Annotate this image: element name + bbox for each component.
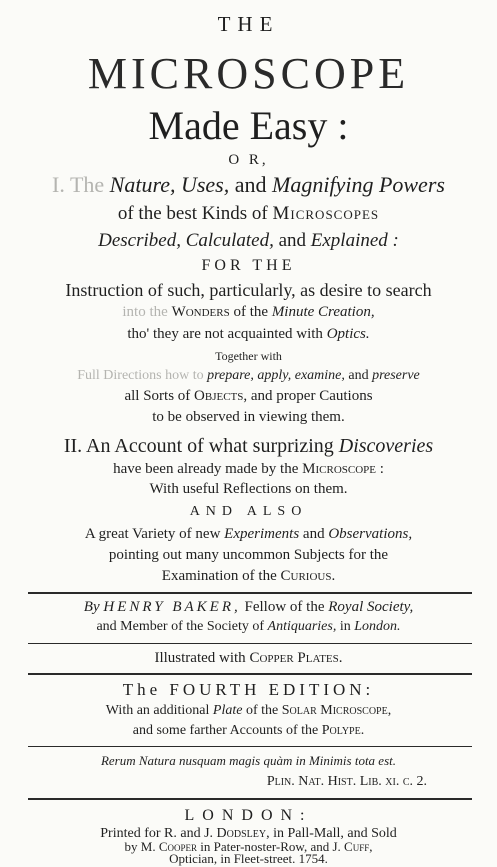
directions-line1-a: Full Directions how to bbox=[77, 368, 208, 383]
imprint-city: LONDON: bbox=[184, 807, 313, 824]
part1-line1-c: and bbox=[229, 172, 273, 197]
directions-line1-d: preserve bbox=[372, 368, 420, 383]
author-line2-b: Antiquaries, bbox=[267, 619, 337, 634]
instruction-line1: Instruction of such, particularly, as desire to search bbox=[65, 280, 432, 300]
illustrated-a: Illustrated with bbox=[154, 650, 250, 666]
instruction-line3 bbox=[0, 327, 497, 342]
directions-line2-a: all Sorts of bbox=[124, 388, 195, 404]
part2-line2-a: have been already made by the bbox=[113, 461, 303, 477]
author-line2-c: in bbox=[336, 619, 355, 634]
author-name: HENRY BAKER, bbox=[103, 599, 241, 615]
variety-line3 bbox=[0, 569, 497, 584]
author-line1-a: By bbox=[83, 599, 104, 615]
together-with: Together with bbox=[215, 349, 282, 363]
part1-line3-a: Described, Calculated, bbox=[98, 230, 274, 251]
edition-line2-b: Plate bbox=[212, 703, 243, 718]
part2-line1-a: II. An Account of what surprizing bbox=[63, 435, 339, 457]
part1-line1 bbox=[0, 174, 497, 196]
instruction-line2-b: Wonders bbox=[171, 304, 230, 320]
variety-line3-a: Examination of the bbox=[161, 568, 281, 584]
imprint-line1-a: Printed for R. and J. bbox=[100, 826, 217, 841]
directions-line2 bbox=[0, 389, 497, 404]
instruction-line3-a: tho' they are not acquainted with bbox=[127, 326, 327, 342]
part2-line1 bbox=[0, 436, 497, 456]
variety-line1-a: A great Variety of new bbox=[84, 526, 225, 542]
for-the-heading: FOR THE bbox=[201, 257, 296, 274]
quote-citation: Plin. Nat. Hist. Lib. xi. c. 2. bbox=[266, 774, 427, 789]
edition-line2-d: Solar Microscope, bbox=[281, 703, 392, 718]
part1-line2-a: of the best Kinds of bbox=[117, 203, 273, 224]
instruction-line2-a: into the bbox=[122, 304, 172, 320]
part1-line1-b: Nature, Uses, bbox=[109, 172, 230, 197]
imprint-line2-b: Cooper bbox=[158, 839, 198, 854]
author-line1-c: Fellow of the bbox=[240, 599, 329, 615]
rule-2 bbox=[28, 643, 472, 644]
edition-line3-b: Polype. bbox=[321, 723, 365, 738]
directions-line1-c: and bbox=[344, 368, 373, 383]
variety-line1-d: Observations, bbox=[328, 526, 413, 542]
rule-5 bbox=[28, 798, 472, 800]
directions-line1 bbox=[0, 369, 497, 383]
illustrated-line bbox=[0, 651, 497, 666]
part2-line2-b: Microscope : bbox=[302, 461, 384, 477]
imprint-line2-c: in Pater-noster-Row, and J. bbox=[197, 839, 345, 854]
part1-line2 bbox=[0, 204, 497, 223]
title-made-easy: Made Easy : bbox=[148, 103, 349, 148]
directions-line2-b: Objects, bbox=[194, 388, 248, 404]
rule-4 bbox=[28, 746, 472, 747]
edition-line3 bbox=[0, 724, 497, 738]
edition-line2-c: of the bbox=[242, 703, 282, 718]
title-the: THE bbox=[217, 12, 280, 36]
part1-line3-b: and bbox=[273, 230, 311, 251]
rule-3 bbox=[28, 673, 472, 675]
illustrated-b: Copper Plates. bbox=[249, 650, 343, 666]
part2-line3: With useful Reflections on them. bbox=[149, 481, 348, 497]
author-line1 bbox=[0, 600, 497, 615]
title-microscope: MICROSCOPE bbox=[87, 49, 410, 98]
edition-line2 bbox=[0, 704, 497, 718]
imprint-line1-b: Dodsley, bbox=[216, 826, 270, 841]
variety-line1-c: and bbox=[299, 526, 329, 542]
variety-line2: pointing out many uncommon Subjects for the bbox=[108, 547, 389, 563]
edition-line2-a: With an additional bbox=[105, 703, 213, 718]
title-or: O R, bbox=[228, 152, 269, 168]
edition-line1: The FOURTH EDITION: bbox=[122, 680, 375, 699]
rule-1 bbox=[28, 592, 472, 594]
variety-line1 bbox=[0, 527, 497, 542]
directions-line2-c: and proper Cautions bbox=[247, 388, 373, 404]
part2-line1-b: Discoveries bbox=[338, 435, 434, 457]
part1-line3 bbox=[0, 231, 497, 250]
latin-quote: Rerum Natura nusquam magis quàm in Minimis tota est. bbox=[100, 753, 397, 768]
part1-line2-b: Microscopes bbox=[272, 203, 380, 224]
instruction-line2 bbox=[0, 305, 497, 320]
instruction-line2-c: of the bbox=[229, 304, 272, 320]
directions-line3: to be observed in viewing them. bbox=[152, 409, 345, 425]
imprint-line1-c: in Pall-Mall, and Sold bbox=[269, 826, 397, 841]
edition-line3-a: and some farther Accounts of the bbox=[132, 723, 322, 738]
author-line1-d: Royal Society, bbox=[328, 599, 414, 615]
instruction-line3-b: Optics. bbox=[326, 326, 370, 342]
variety-line1-b: Experiments bbox=[224, 526, 300, 542]
part1-line3-c: Explained : bbox=[310, 230, 399, 251]
part1-line1-d: Magnifying Powers bbox=[272, 172, 445, 197]
author-line2-d: London. bbox=[354, 619, 401, 634]
imprint-line3: Optician, in Fleet-street. 1754. bbox=[169, 851, 328, 866]
imprint-line2-a: by M. bbox=[124, 839, 159, 854]
part2-line2 bbox=[0, 462, 497, 477]
author-line2-a: and Member of the Society of bbox=[96, 619, 268, 634]
and-also-heading: AND ALSO bbox=[189, 504, 308, 519]
directions-line1-b: prepare, apply, examine, bbox=[207, 368, 345, 383]
author-line2 bbox=[0, 620, 497, 634]
imprint-line2-d: Cuff, bbox=[344, 839, 373, 854]
part1-line1-a: The bbox=[69, 172, 110, 197]
part1-numeral: I. bbox=[52, 172, 65, 197]
variety-line3-b: Curious. bbox=[280, 568, 336, 584]
instruction-line2-d: Minute Creation, bbox=[271, 304, 375, 320]
